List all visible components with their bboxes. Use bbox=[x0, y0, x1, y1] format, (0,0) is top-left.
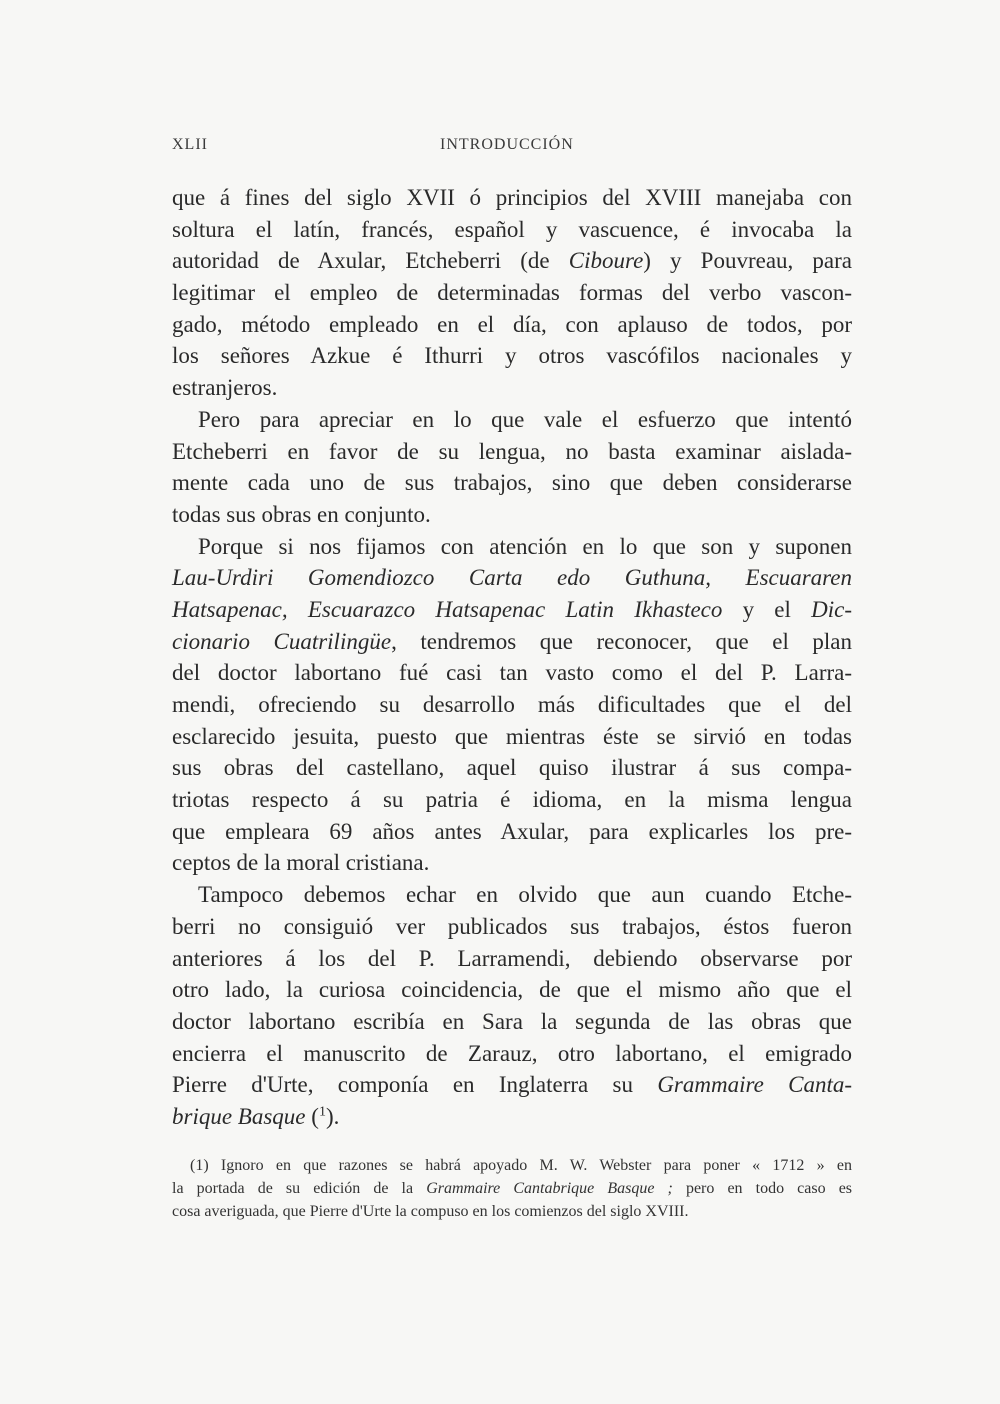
text-line: gado, método empleado en el día, con aplauso de todos, por bbox=[172, 311, 852, 337]
text-span: autoridad de Axular, Etcheberri (de bbox=[172, 248, 569, 274]
text-line: que empleara 69 años antes Axular, para explicarles los pre- bbox=[172, 818, 852, 844]
text-span: pero en todo caso es bbox=[672, 1180, 853, 1197]
text-span: , tendremos que reconocer, que el plan bbox=[391, 628, 853, 654]
text-line: sus obras del castellano, aquel quiso ilustrar á sus compa- bbox=[172, 755, 852, 781]
italic-title: Dic- bbox=[811, 596, 852, 622]
body-text bbox=[172, 182, 852, 1133]
text-span: la portada de su edición de la bbox=[172, 1180, 427, 1197]
text-line: soltura el latín, francés, español y vascuence, é invocaba la bbox=[172, 216, 852, 242]
text-span: y el bbox=[722, 596, 812, 622]
text-line: doctor labortano escribía en Sara la segunda de las obras que bbox=[172, 1008, 852, 1034]
text-line: legitimar el empleo de determinadas formas del verbo vascon- bbox=[172, 280, 852, 306]
footnote-line: cosa averiguada, que Pierre d'Urte la compuso en los comienzos del siglo XVIII. bbox=[172, 1203, 689, 1220]
italic-title: brique Basque bbox=[172, 1103, 306, 1129]
text-line: encierra el manuscrito de Zarauz, otro labortano, el emigrado bbox=[172, 1040, 852, 1066]
text-line: anteriores á los del P. Larramendi, debiendo observarse por bbox=[172, 945, 852, 971]
chapter-title: INTRODUCCIÓN bbox=[440, 136, 574, 153]
footnote-line bbox=[172, 1177, 852, 1200]
page-number: XLII bbox=[172, 136, 208, 153]
text-line: berri no consiguió ver publicados sus trabajos, éstos fueron bbox=[172, 913, 852, 939]
text-line: Etcheberri en favor de su lengua, no basta examinar aislada- bbox=[172, 438, 852, 464]
paragraph-start: Porque si nos fijamos con atención en lo que son y suponen bbox=[198, 533, 852, 559]
text-span: ( bbox=[305, 1103, 319, 1129]
footnote bbox=[172, 1154, 852, 1223]
italic-title: Lau-Urdiri Gomendiozco Carta edo Guthuna, Escuararen bbox=[172, 565, 852, 591]
footnote-ref: 1 bbox=[318, 1104, 326, 1120]
text-line: ceptos de la moral cristiana. bbox=[172, 850, 430, 876]
text-line bbox=[172, 626, 852, 658]
text-line: que á fines del siglo XVII ó principios del XVIII manejaba con bbox=[172, 185, 852, 210]
text-line: mente cada uno de sus trabajos, sino que deben considerarse bbox=[172, 470, 852, 496]
italic-title: Grammaire Cantabrique Basque ; bbox=[426, 1180, 673, 1197]
text-span: Pierre d'Urte, componía en Inglaterra su bbox=[172, 1072, 658, 1098]
text-line: triotas respecto á su patria é idioma, en la misma lengua bbox=[172, 787, 852, 813]
text-line bbox=[172, 594, 852, 626]
italic-title: Grammaire Canta- bbox=[657, 1072, 852, 1098]
paragraph-start: Pero para apreciar en lo que vale el esfuerzo que intentó bbox=[198, 406, 852, 432]
text-line: todas sus obras en conjunto. bbox=[172, 501, 431, 527]
italic-title: cionario Cuatrilingüe bbox=[172, 628, 392, 654]
footnote-line: (1) Ignoro en que razones se habrá apoyado M. W. Webster para poner « 1712 » en bbox=[190, 1157, 852, 1174]
text-line: los señores Azkue é Ithurri y otros vascófilos nacionales y bbox=[172, 343, 852, 369]
paragraph-start: Tampoco debemos echar en olvido que aun cuando Etche- bbox=[198, 882, 852, 908]
text-line: estranjeros. bbox=[172, 375, 278, 401]
text-line: mendi, ofreciendo su desarrollo más dificultades que el del bbox=[172, 692, 852, 717]
italic-term: Ciboure bbox=[568, 248, 644, 274]
text-line: del doctor labortano fué casi tan vasto como el del P. Larra- bbox=[172, 660, 852, 686]
text-line: otro lado, la curiosa coincidencia, de que el mismo año que el bbox=[172, 977, 852, 1003]
text-span: ) y Pouvreau, para bbox=[643, 248, 852, 274]
text-line: esclarecido jesuita, puesto que mientras éste se sirvió en todas bbox=[172, 723, 852, 749]
running-head bbox=[172, 136, 852, 160]
text-line bbox=[172, 1069, 852, 1101]
italic-title: Hatsapenac, Escuarazco Hatsapenac Latin Ikhasteco bbox=[172, 596, 723, 622]
text-span: ). bbox=[325, 1103, 340, 1129]
text-line bbox=[172, 562, 852, 594]
text-line bbox=[172, 245, 852, 277]
text-line bbox=[172, 1101, 852, 1133]
